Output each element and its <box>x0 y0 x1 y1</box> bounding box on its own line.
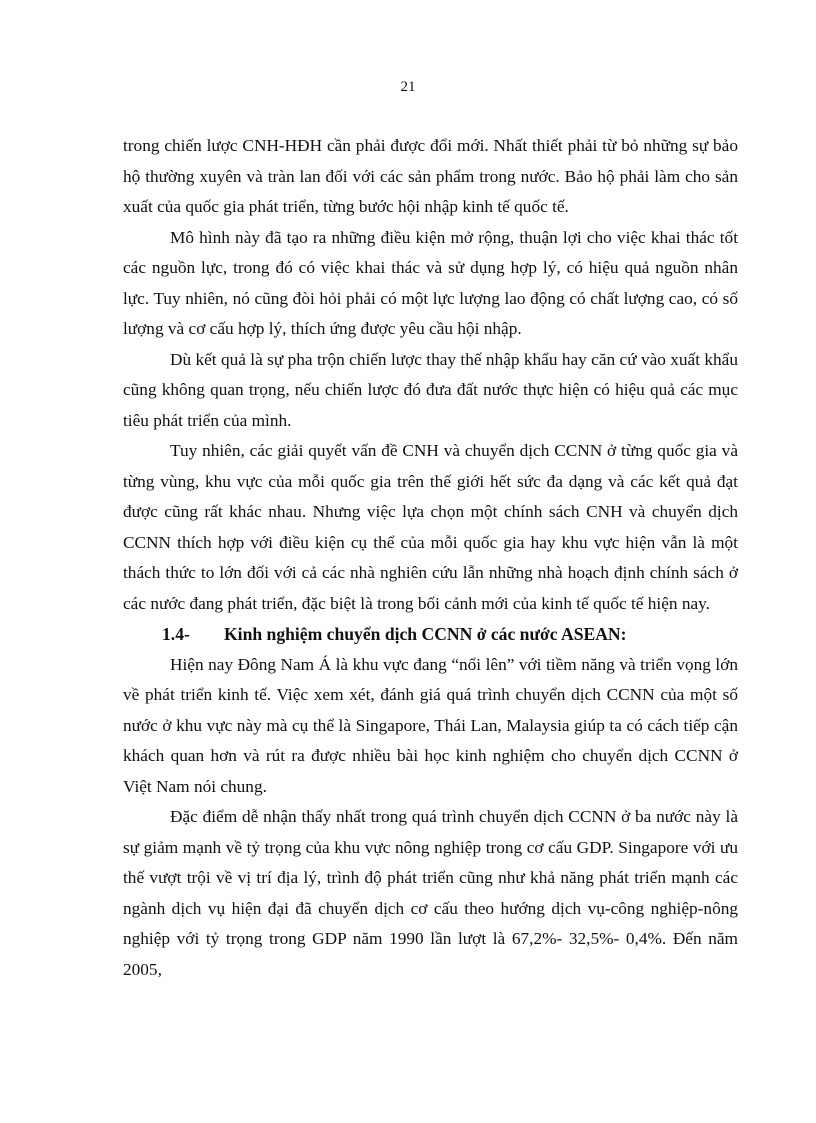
paragraph: Mô hình này đã tạo ra những điều kiện mở rộng, thuận lợi cho việc khai thác tốt các nguồn lực, trong đó có việc khai thác và sử dụng hợp lý, có hiệu quả nguồn nhân lực. Tuy nhiên, nó cũng đòi hỏi phải có một lực lượng lao động có chất lượng cao, có số lượng và cơ cấu hợp lý, thích ứng được yêu cầu hội nhập. <box>123 227 738 338</box>
paragraph: Đặc điểm dễ nhận thấy nhất trong quá trình chuyển dịch CCNN ở ba nước này là sự giảm mạnh về tỷ trọng của khu vực nông nghiệp trong cơ cấu GDP. Singapore với ưu thế vượt trội về vị trí địa lý, trình độ phát triển cũng như khả năng phát triển mạnh các ngành dịch vụ hiện đại đã chuyển dịch cơ cấu theo hướng dịch vụ-công nghiệp-nông nghiệp với tỷ trọng trong GDP năm 1990 lần lượt là 67,2%- 32,5%- 0,4%. Đến năm 2005, <box>123 807 738 979</box>
paragraph-continuation: trong chiến lược CNH-HĐH cần phải được đổi mới. Nhất thiết phải từ bỏ những sự bảo hộ thường xuyên và tràn lan đối với các sản phẩm trong nước. Bảo hộ phải làm cho sản xuất của quốc gia phát triển, từng bước hội nhập kinh tế quốc tế. <box>123 136 738 216</box>
section-number: 1.4- <box>162 624 190 644</box>
paragraph: Dù kết quả là sự pha trộn chiến lược thay thế nhập khẩu hay căn cứ vào xuất khẩu cũng không quan trọng, nếu chiến lược đó đưa đất nước thực hiện có hiệu quả các mục tiêu phát triển của mình. <box>123 349 738 430</box>
paragraph: Hiện nay Đông Nam Á là khu vực đang “nổi lên” với tiềm năng và triển vọng lớn về phát triển kinh tế. Việc xem xét, đánh giá quá trình chuyển dịch CCNN của một số nước ở khu vực này mà cụ thể là Singapore, Thái Lan, Malaysia giúp ta có cách tiếp cận khách quan hơn và rút ra được nhiều bài học kinh nghiệm cho chuyển dịch CCNN ở Việt Nam nói chung. <box>123 654 738 796</box>
page-number: 21 <box>400 79 416 95</box>
document-body <box>123 131 738 985</box>
paragraph: Tuy nhiên, các giải quyết vấn đề CNH và chuyển dịch CCNN ở từng quốc gia và từng vùng, khu vực của mỗi quốc gia trên thế giới hết sức đa dạng và các kết quả đạt được cũng rất khác nhau. Nhưng việc lựa chọn một chính sách CNH và chuyển dịch CCNN thích hợp với điều kiện cụ thể của mỗi quốc gia hay khu vực hiện vẫn là một thách thức to lớn đối với cả các nhà nghiên cứu lẫn những nhà hoạch định chính sách ở các nước đang phát triển, đặc biệt là trong bối cảnh mới của kinh tế quốc tế hiện nay. <box>123 441 738 613</box>
section-heading <box>123 619 738 650</box>
section-title: Kinh nghiệm chuyển dịch CCNN ở các nước ASEAN: <box>224 624 627 644</box>
